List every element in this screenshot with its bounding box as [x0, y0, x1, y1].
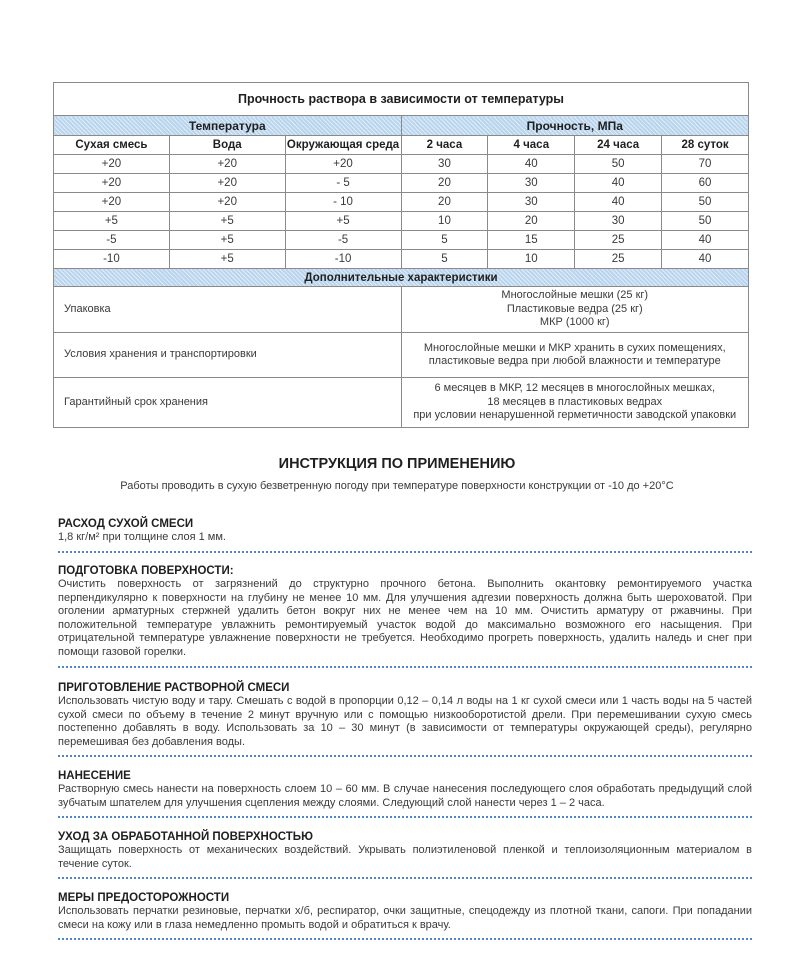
section-consumption: [58, 517, 752, 553]
col-header: 24 часа: [575, 136, 662, 155]
section-heading: НАНЕСЕНИЕ: [58, 770, 131, 782]
table-row: [54, 193, 749, 212]
table-cell: 10: [401, 212, 488, 231]
section-heading: ПРИГОТОВЛЕНИЕ РАСТВОРНОЙ СМЕСИ: [58, 682, 290, 694]
group-strength: Прочность, МПа: [401, 116, 748, 136]
table-cell: -5: [285, 231, 401, 250]
table-cell: 20: [488, 212, 575, 231]
table-cell: 5: [401, 250, 488, 269]
table-cell: +20: [285, 155, 401, 174]
table-cell: +20: [54, 174, 170, 193]
section-text: Защищать поверхность от механических воздействий. Укрывать полиэтиленовой пленкой и теплоизоляционным материалом в течение суток.: [58, 844, 752, 870]
column-headers: [54, 136, 749, 155]
instructions-subtitle: Работы проводить в сухую безветренную погоду при температуре поверхности конструкции от -10 до +20°С: [120, 480, 674, 492]
table-row: [54, 231, 749, 250]
table-cell: +5: [285, 212, 401, 231]
extra-characteristics-title: Дополнительные характеристики: [54, 269, 749, 287]
table-cell: +20: [54, 193, 170, 212]
dotted-divider: [58, 938, 752, 940]
table-cell: 70: [662, 155, 749, 174]
table-cell: 50: [662, 212, 749, 231]
table-cell: 5: [401, 231, 488, 250]
value-line: Многослойные мешки (25 кг): [501, 289, 649, 302]
section-text: Использовать чистую воду и тару. Смешать с водой в пропорции 0,12 – 0,14 л воды на 1 кг сухой смеси или 1 часть воды на 5 частей сухой смеси по объему в течение 2 минут вручную или с помощью низкооборотистой дрели. При перемешивании сухую смесь постепенно добавлять в воду. Использовать за 10 – 30 минут (в зависимости от температуры окружающей среды), регулярно перемешивая без добавления воды.: [58, 695, 752, 748]
dotted-divider: [58, 755, 752, 757]
table-cell: -5: [54, 231, 170, 250]
table-cell: 20: [401, 174, 488, 193]
characteristic-row: [54, 378, 749, 428]
table-cell: +5: [169, 250, 285, 269]
table-cell: - 5: [285, 174, 401, 193]
table-row: [54, 155, 749, 174]
col-header: 4 часа: [488, 136, 575, 155]
table-cell: 30: [401, 155, 488, 174]
section-application: [58, 769, 752, 818]
col-header: 28 суток: [662, 136, 749, 155]
strength-table: [53, 82, 749, 428]
table-cell: 30: [488, 193, 575, 212]
characteristic-value: [401, 378, 748, 428]
dotted-divider: [58, 877, 752, 879]
instructions-title: ИНСТРУКЦИЯ ПО ПРИМЕНЕНИЮ: [278, 456, 516, 472]
section-text: Растворную смесь нанести на поверхность слоем 10 – 60 мм. В случае нанесения последующего слоя обработать предыдущий слой зубчатым шпателем для улучшения сцепления между слоями. Следующий слой нанести через 1 – 2 часа.: [58, 783, 752, 809]
dotted-divider: [58, 666, 752, 668]
table-cell: 60: [662, 174, 749, 193]
value-line: Многослойные мешки и МКР хранить в сухих помещениях,: [423, 341, 726, 354]
section-heading: УХОД ЗА ОБРАБОТАННОЙ ПОВЕРХНОСТЬЮ: [58, 831, 313, 843]
value-line: пластиковые ведра при любой влажности и температуре: [428, 355, 721, 367]
value-line: 6 месяцев в МКР, 12 месяцев в многослойных мешках,: [434, 382, 716, 395]
group-temperature: Температура: [54, 116, 402, 136]
section-text: Очистить поверхность от загрязнений до структурно прочного бетона. Выполнить окантовку ремонтируемого участка перпендикулярно к поверхности на глубину не менее 10 мм. Для улучшения адгезии поверхность должна быть шероховатой. При оголении арматурных стержней удалить бетон вокруг них не менее чем на 10 мм. Очистить арматуру от ржавчины. При положительной температуре увлажнить ремонтируемый участок водой до максимально возможного его насыщения. При отрицательной температуре увлажнение поверхности не требуется. Необходимо прогреть поверхность, удалить наледь и снег при помощи газовой горелки.: [58, 578, 752, 658]
table-cell: 30: [488, 174, 575, 193]
value-line: МКР (1000 кг): [539, 316, 610, 329]
table-cell: -10: [54, 250, 170, 269]
table-cell: +5: [54, 212, 170, 231]
table-cell: 20: [401, 193, 488, 212]
characteristic-label: Гарантийный срок хранения: [54, 378, 402, 428]
characteristic-value: [401, 333, 748, 378]
table-cell: +20: [169, 155, 285, 174]
dotted-divider: [58, 816, 752, 818]
table-title: Прочность раствора в зависимости от температуры: [54, 83, 749, 116]
characteristic-value: [401, 287, 748, 333]
table-cell: 15: [488, 231, 575, 250]
table-cell: +5: [169, 231, 285, 250]
table-cell: +5: [169, 212, 285, 231]
col-header: 2 часа: [401, 136, 488, 155]
value-line: при условии ненарушенной герметичности заводской упаковки: [413, 409, 737, 422]
table-row: [54, 174, 749, 193]
section-surface-prep: [58, 564, 752, 668]
table-cell: - 10: [285, 193, 401, 212]
table-cell: 10: [488, 250, 575, 269]
table-cell: 50: [662, 193, 749, 212]
value-line: Пластиковые ведра (25 кг): [506, 302, 643, 315]
table-cell: 40: [575, 174, 662, 193]
table-cell: +20: [54, 155, 170, 174]
table-cell: 25: [575, 250, 662, 269]
table-cell: 50: [575, 155, 662, 174]
section-text: 1,8 кг/м² при толщине слоя 1 мм.: [58, 531, 226, 543]
table-cell: 40: [662, 250, 749, 269]
table-cell: +20: [169, 174, 285, 193]
characteristic-row: [54, 287, 749, 333]
table-cell: 40: [662, 231, 749, 250]
table-cell: +20: [169, 193, 285, 212]
section-heading: РАСХОД СУХОЙ СМЕСИ: [58, 518, 194, 530]
value-line: 18 месяцев в пластиковых ведрах: [487, 395, 663, 408]
table-cell: 30: [575, 212, 662, 231]
section-precautions: [58, 891, 752, 940]
table-row: [54, 250, 749, 269]
section-heading: МЕРЫ ПРЕДОСТОРОЖНОСТИ: [58, 892, 230, 904]
section-surface-care: [58, 830, 752, 879]
dotted-divider: [58, 551, 752, 553]
section-heading: ПОДГОТОВКА ПОВЕРХНОСТИ:: [58, 565, 234, 577]
table-cell: 40: [575, 193, 662, 212]
section-mixing: [58, 681, 752, 757]
characteristic-row: [54, 333, 749, 378]
table-cell: 40: [488, 155, 575, 174]
characteristic-label: Условия хранения и транспортировки: [54, 333, 402, 378]
strength-table-wrapper: [53, 82, 749, 428]
table-row: [54, 212, 749, 231]
col-header: Окружающая среда: [285, 136, 401, 155]
characteristic-label: Упаковка: [54, 287, 402, 333]
table-cell: -10: [285, 250, 401, 269]
col-header: Вода: [169, 136, 285, 155]
section-text: Использовать перчатки резиновые, перчатки х/б, респиратор, очки защитные, спецодежду из плотной ткани, сапоги. При попадании смеси на кожу или в глаза немедленно промыть водой и обратиться к врачу.: [58, 905, 752, 931]
col-header: Сухая смесь: [54, 136, 170, 155]
table-cell: 25: [575, 231, 662, 250]
